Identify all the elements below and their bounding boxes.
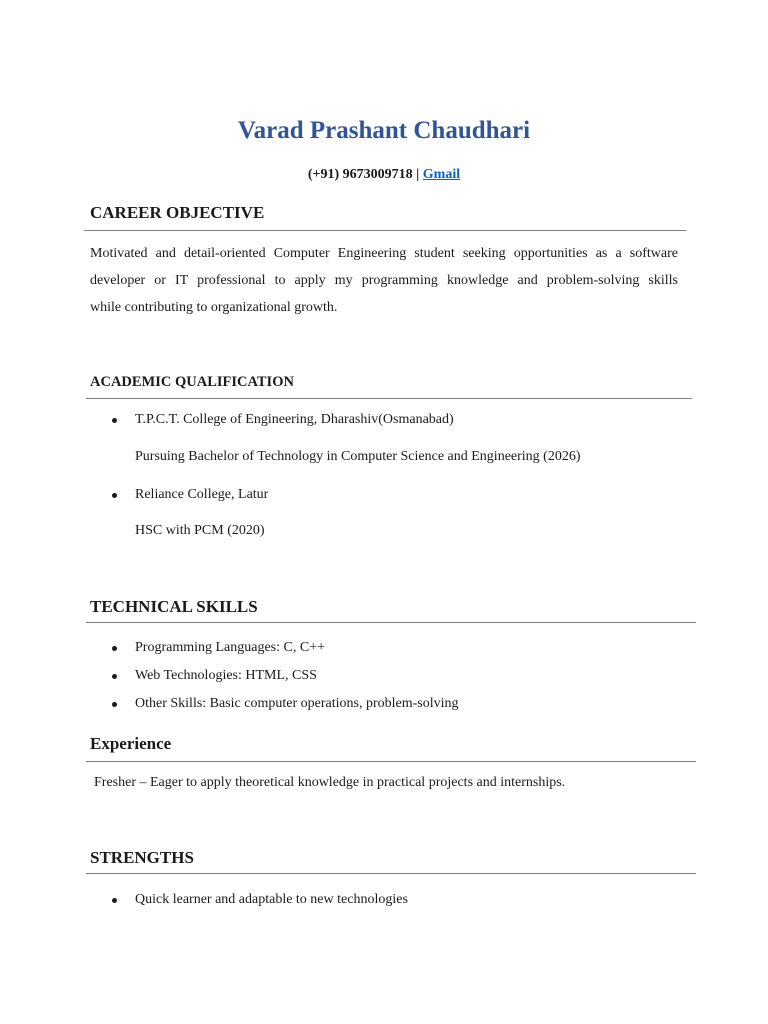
academic-qualification-heading: ACADEMIC QUALIFICATION — [90, 374, 294, 390]
academic-divider — [86, 398, 692, 399]
strengths-divider — [86, 873, 696, 874]
strength-text: Quick learner and adaptable to new technologies — [135, 892, 408, 907]
experience-divider — [86, 761, 696, 762]
career-objective-divider — [84, 230, 686, 231]
institution-name: Reliance College, Latur — [135, 487, 269, 502]
bullet-icon — [112, 418, 117, 423]
career-objective-line: while contributing to organizational growth. — [90, 300, 338, 315]
contact-line — [0, 164, 768, 186]
experience-heading: Experience — [90, 734, 172, 753]
technical-skills-divider — [86, 622, 696, 623]
career-objective-line: developer or IT professional to apply my programming knowledge and problem-solving skills — [90, 273, 678, 288]
degree-detail: Pursuing Bachelor of Technology in Computer Science and Engineering (2026) — [135, 449, 581, 464]
skill-text: Web Technologies: HTML, CSS — [135, 668, 317, 683]
bullet-icon — [112, 898, 117, 903]
technical-skills-heading: TECHNICAL SKILLS — [90, 597, 258, 616]
bullet-icon — [112, 674, 117, 679]
institution-name: T.P.C.T. College of Engineering, Dharashiv(Osmanabad) — [135, 412, 454, 427]
skill-text: Programming Languages: C, C++ — [135, 640, 325, 655]
strengths-heading: STRENGTHS — [90, 848, 194, 867]
degree-detail: HSC with PCM (2020) — [135, 523, 265, 538]
phone-number: (+91) 9673009718 | — [307, 167, 420, 182]
experience-text: Fresher – Eager to apply theoretical knowledge in practical projects and internships. — [94, 775, 566, 790]
skill-text: Other Skills: Basic computer operations, problem-solving — [135, 696, 459, 711]
career-objective-text — [90, 240, 678, 321]
bullet-icon — [112, 646, 117, 651]
career-objective-heading: CAREER OBJECTIVE — [90, 203, 265, 222]
bullet-icon — [112, 493, 117, 498]
gmail-link[interactable]: Gmail — [422, 167, 461, 182]
career-objective-line: Motivated and detail-oriented Computer Engineering student seeking opportunities as a software — [90, 246, 678, 261]
bullet-icon — [112, 702, 117, 707]
candidate-name: Varad Prashant Chaudhari — [237, 117, 531, 144]
